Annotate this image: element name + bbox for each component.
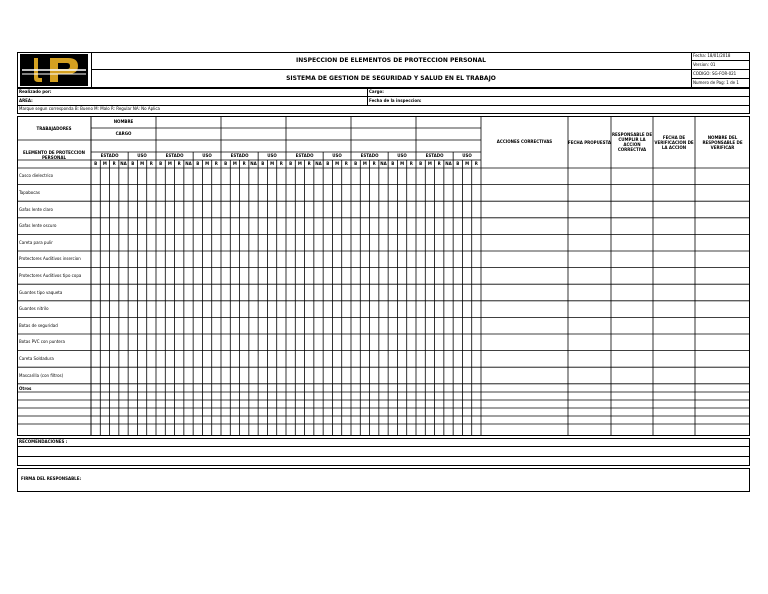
epp-item-label: Careta para pulir [19,239,53,245]
acciones-label: ACCIONES CORRECTIVAS [496,139,553,144]
subcol-label-r: R [372,161,376,166]
form-subtitle: SISTEMA DE GESTION DE SEGURIDAD Y SALUD EN EL TRABAJO [286,74,496,82]
subcol-label-b: B [391,161,395,166]
nombre-responsable-label [695,116,750,168]
legend-text: Marque segun corresponda B: Bueno M: Malo R: Regular NA: No Aplica [19,106,160,111]
subcol-label-m: M [205,161,210,166]
fecha-propuesta-label [568,116,611,168]
uso-label: USO [267,153,277,158]
subcol-label-b: B [196,161,200,166]
subcol-label-na: NA [315,161,322,166]
epp-item-label: Careta Soldadura [19,355,54,361]
subcol-label-m: M [102,161,107,166]
fecha-verificacion-text: FECHA DE VERIFICACION DE LA ACCION [654,134,694,150]
epp-item-label: Protectores Auditivos tipo copa [19,272,82,278]
fecha-propuesta-text: FECHA PROPUESTA [568,139,611,145]
doc-date: Fecha: 18/01/2018 [693,53,731,58]
subcol-label-r: R [279,161,283,166]
responsable-label [611,116,653,168]
firma-label: FIRMA DEL RESPONSABLE: [21,476,82,481]
uso-label: USO [202,153,212,158]
subcol-label-r: R [409,161,413,166]
subcol-label-r: R [177,161,181,166]
subcol-label-na: NA [185,161,192,166]
subcol-label-m: M [335,161,340,166]
fecha-verificacion-label [653,116,695,168]
estado-label: ESTADO [360,153,379,158]
estado-label: ESTADO [230,153,249,158]
epp-item-label: Gafas lente claro [19,206,53,212]
epp-item-label: Tapabocas [19,189,40,195]
elemento-label-text: ELEMENTO DE PROTECCION PERSONAL [22,150,86,160]
estado-label: ESTADO [295,153,314,158]
subcol-label-r: R [112,161,116,166]
responsable-text: RESPONSABLE DE CUMPLIR LA ACCION CORRECTIVA [611,132,653,152]
subcol-label-m: M [140,161,145,166]
form-title: INSPECCION DE ELEMENTOS DE PROTECCION PERSONAL [296,56,486,64]
subcol-label-b: B [261,161,265,166]
subcol-label-m: M [167,161,172,166]
doc-version: Version: 01 [693,62,716,67]
subcol-label-m: M [232,161,237,166]
subcol-label-r: R [214,161,218,166]
epp-item-label: Mascarilla (con filtros) [19,372,64,378]
epp-item-label: Guantes tipo vaqueta [19,289,63,295]
doc-page-number: Numero de Pag: 1 de 1 [693,80,739,85]
epp-item-label: Protectores Auditivos insercion [19,256,81,262]
elemento-label [17,148,91,162]
epp-item-label: Gafas lente oscuro [19,223,57,229]
epp-item-label: Botas PVC con puntera [19,339,65,345]
recomendaciones-block [17,438,750,466]
subcol-label-m: M [297,161,302,166]
subcol-label-na: NA [120,161,127,166]
subcol-label-r: R [307,161,311,166]
subcol-label-na: NA [445,161,452,166]
nombre-label: NOMBRE [113,119,134,124]
subcol-label-b: B [159,161,163,166]
subcol-label-b: B [326,161,330,166]
doc-code: CODIGO: SG-FOR-021 [693,71,737,76]
estado-label: ESTADO [165,153,184,158]
cargo-col-label: CARGO [115,131,132,136]
subcol-label-r: R [344,161,348,166]
epp-item-label: Guantes nitrilo [19,306,49,312]
subcol-label-b: B [94,161,98,166]
subcol-label-b: B [456,161,460,166]
subcol-label-na: NA [250,161,257,166]
fecha-inspeccion-label: Fecha de la inspeccion: [369,98,422,103]
subcol-label-b: B [419,161,423,166]
uso-label: USO [332,153,342,158]
subcol-label-b: B [289,161,293,166]
recomendaciones-label: RECOMENDACIONES : [19,439,68,444]
subcol-label-b: B [131,161,135,166]
area-label: AREA: [19,98,33,103]
subcol-label-r: R [242,161,246,166]
uso-label: USO [397,153,407,158]
subcol-label-m: M [362,161,367,166]
subcol-label-b: B [354,161,358,166]
epp-item-label: Botas de seguridad [19,322,58,328]
subcol-label-m: M [427,161,432,166]
subcol-label-r: R [437,161,441,166]
subcol-label-m: M [270,161,275,166]
nombre-responsable-text: NOMBRE DEL RESPONSABLE DE VERIFICAR [702,134,743,150]
estado-label: ESTADO [425,153,444,158]
subcol-label-r: R [474,161,478,166]
estado-label: ESTADO [100,153,119,158]
subcol-label-b: B [224,161,228,166]
subcol-label-m: M [400,161,405,166]
subcol-label-r: R [149,161,153,166]
cargo-label: Cargo: [369,89,384,94]
uso-label: USO [137,153,147,158]
realizado-por-label: Realizado por: [19,89,52,94]
firma-block [17,468,750,492]
trabajadores-label: TRABAJADORES [36,126,72,131]
subcol-label-na: NA [380,161,387,166]
epp-item-label: Casco dielectrico [19,173,54,179]
uso-label: USO [462,153,472,158]
otros-label: Otros [19,386,32,391]
subcol-label-m: M [465,161,470,166]
